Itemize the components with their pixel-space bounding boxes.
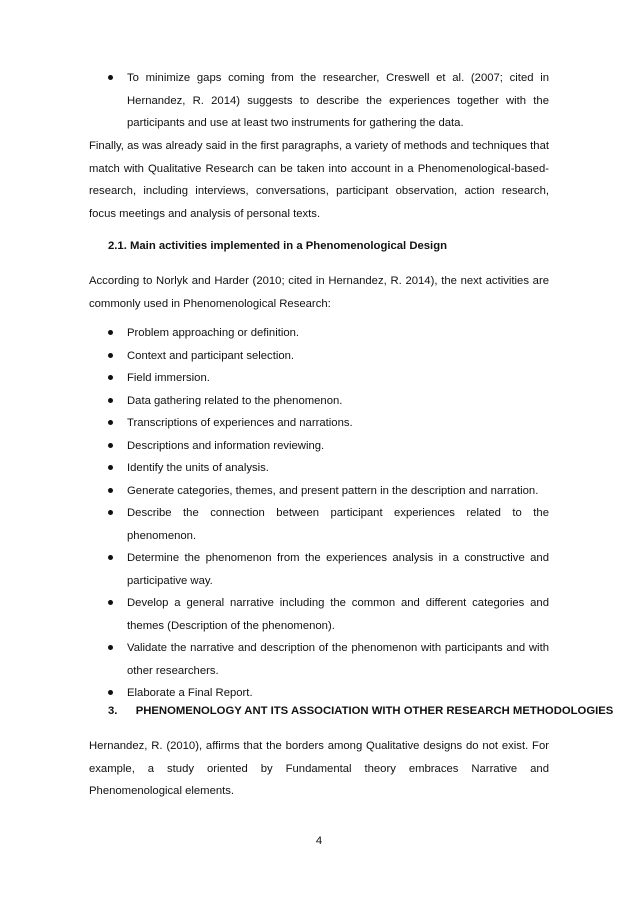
bullet-icon	[108, 420, 113, 425]
list-item	[108, 345, 549, 368]
bullet-icon	[108, 330, 113, 335]
list-item-text: Data gathering related to the phenomenon.	[127, 394, 343, 407]
bullet-icon	[108, 465, 113, 470]
list-item-text: Context and participant selection.	[127, 349, 295, 362]
list-item-text: Field immersion.	[127, 372, 210, 384]
list-item	[108, 502, 549, 547]
section-number: 3.	[108, 705, 118, 717]
list-item	[108, 637, 549, 682]
bullet-icon	[108, 645, 113, 650]
list-item	[108, 457, 549, 480]
top-bullet-list	[108, 67, 549, 135]
section-heading-3	[108, 700, 613, 722]
bullet-icon	[108, 690, 113, 695]
bullet-icon	[108, 555, 113, 560]
paragraph-section-3: Hernandez, R. (2010), affirms that the borders among Qualitative designs do not exist. For example, a study oriented by Fundamental theory embraces Narrative and Phenomenological elements.	[89, 740, 549, 797]
bullet-icon	[108, 375, 113, 380]
list-item-text: To minimize gaps coming from the researcher, Creswell et al. (2007; cited in Hernandez, R. 2014) suggests to describe the experiences together with the participants and use at least two instruments for gathering the data.	[127, 72, 549, 129]
bullet-icon	[108, 75, 113, 80]
list-item	[108, 480, 549, 503]
list-item-text: Transcriptions of experiences and narrations.	[127, 417, 353, 429]
list-item	[108, 322, 549, 345]
list-item-text: Determine the phenomenon from the experiences analysis in a constructive and participative way.	[127, 552, 549, 587]
list-item-text: Develop a general narrative including the common and different categories and themes (Description of the phenomenon).	[127, 597, 549, 632]
bullet-icon	[108, 488, 113, 493]
list-item	[108, 592, 549, 637]
paragraph-intro: According to Norlyk and Harder (2010; cited in Hernandez, R. 2014), the next activities are commonly used in Phenomenological Research:	[89, 275, 549, 310]
list-item-text: Validate the narrative and description of the phenomenon with participants and with other researchers.	[127, 642, 549, 677]
list-item	[108, 367, 549, 390]
paragraph-methods: Finally, as was already said in the first paragraphs, a variety of methods and techniques that match with Qualitative Research can be taken into account in a Phenomenological-based-research, including interviews, conversations, participant observation, action research, focus meetings and analysis of personal texts.	[89, 140, 549, 220]
page-number: 4	[315, 835, 323, 847]
section-title: PHENOMENOLOGY ANT ITS ASSOCIATION WITH OTHER RESEARCH METHODOLOGIES	[135, 705, 614, 717]
list-item-text: Problem approaching or definition.	[127, 327, 300, 339]
bullet-icon	[108, 398, 113, 403]
list-item	[108, 67, 549, 135]
list-item	[108, 435, 549, 458]
activities-list	[108, 322, 549, 705]
list-item-text: Descriptions and information reviewing.	[127, 439, 325, 452]
bullet-icon	[108, 600, 113, 605]
list-item-text: Generate categories, themes, and present pattern in the description and narration.	[127, 484, 539, 497]
list-item-text: Describe the connection between participant experiences related to the phenomenon.	[127, 507, 549, 542]
bullet-icon	[108, 443, 113, 448]
list-item	[108, 390, 549, 413]
list-item	[108, 412, 549, 435]
list-item-text: Elaborate a Final Report.	[127, 687, 253, 699]
list-item	[108, 547, 549, 592]
bullet-icon	[108, 353, 113, 358]
bullet-icon	[108, 510, 113, 515]
section-heading-2-1: 2.1. Main activities implemented in a Phenomenological Design	[108, 240, 447, 252]
list-item-text: Identify the units of analysis.	[127, 462, 269, 474]
